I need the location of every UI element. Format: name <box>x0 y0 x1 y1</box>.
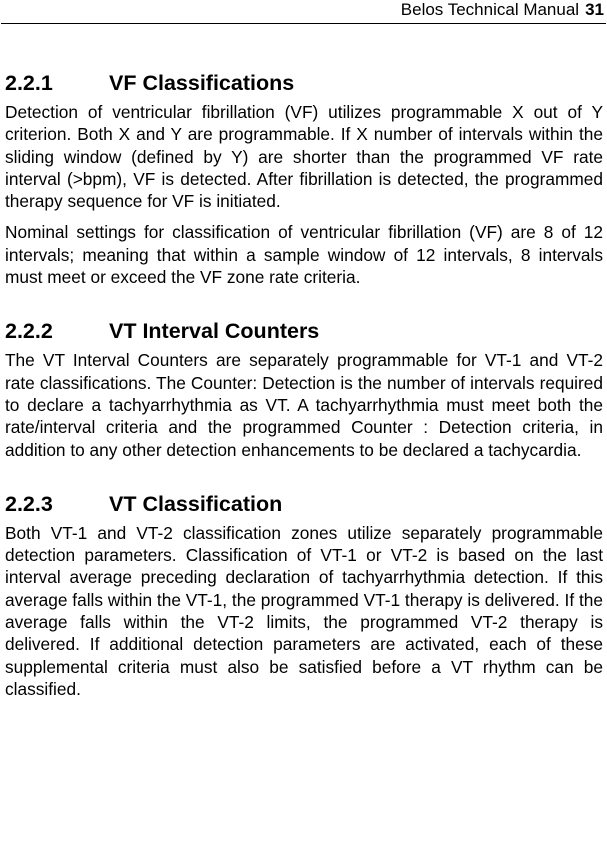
paragraph: Nominal settings for classification of ventricular fibrillation (VF) are 8 of 12 intervals; meaning that within a sample window of 12 intervals, 8 intervals must meet or exceed the VF zone rate criteria. <box>5 222 603 288</box>
section-title: VT Interval Counters <box>109 319 320 344</box>
paragraph: Detection of ventricular fibrillation (VF) utilizes programmable X out of Y criterion. Both X and Y are programmable. If X number of intervals within the sliding window (defined by Y) are shorter than the programmed VF rate interval (>bpm), VF is detected. After fibrillation is detected, the programmed therapy sequence for VF is initiated. <box>5 102 603 212</box>
section-heading <box>5 70 603 96</box>
header-divider <box>1 23 606 24</box>
section-vf-classifications <box>5 70 603 288</box>
section-number: 2.2.3 <box>5 491 53 516</box>
section-heading <box>5 318 603 344</box>
section-vt-interval-counters <box>5 318 603 460</box>
paragraph: The VT Interval Counters are separately programmable for VT-1 and VT-2 rate classifications. The Counter: Detection is the number of intervals required to declare a tachyarrhythmia as VT. A tachyarrhythmia must meet both the rate/interval criteria and the programmed Counter : Detection criteria, in addition to any other detection enhancements to be declared a tachycardia. <box>5 350 603 460</box>
section-vt-classification <box>5 491 603 700</box>
section-number: 2.2.1 <box>5 71 53 95</box>
manual-title: Belos Technical Manual <box>400 0 580 19</box>
paragraph: Both VT-1 and VT-2 classification zones utilize separately programmable detection parameters. Classification of VT-1 or VT-2 is based on the last interval average preceding declaration of tachyarrhythmia detection. If this average falls within the VT-1, the programmed VT-1 therapy is delivered. If the average falls within the VT-2 limits, the programmed VT-2 therapy is delivered. If additional detection parameters are activated, each of these supplemental criteria must also be satisfied before a VT rhythm can be classified. <box>5 522 603 699</box>
section-title: VT Classification <box>109 491 283 516</box>
section-number: 2.2.2 <box>5 319 53 344</box>
section-heading <box>5 491 603 517</box>
page-number: 31 <box>585 0 604 19</box>
running-header <box>0 0 604 22</box>
section-title: VF Classifications <box>109 71 295 95</box>
page-content <box>5 70 603 700</box>
